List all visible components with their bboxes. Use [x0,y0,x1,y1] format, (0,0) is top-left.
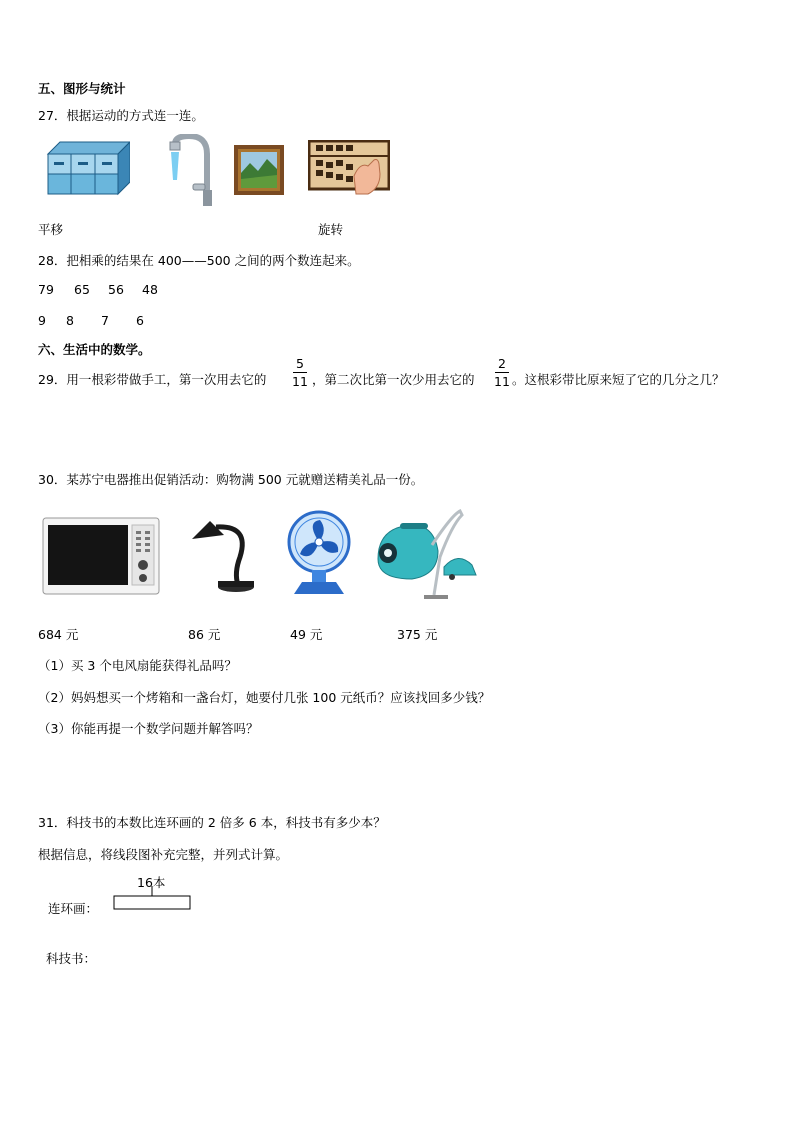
abacus-icon [308,140,390,198]
fraction-numerator: 2 [498,356,506,371]
number-row-2-item: 8 [66,313,74,328]
framed-picture-icon [234,145,284,195]
desk-lamp-icon [190,517,256,593]
label-translation: 平移 [38,222,64,237]
question-29-part1: 29．用一根彩带做手工，第一次用去它的 [38,372,267,387]
number-row-2-item: 6 [136,313,144,328]
question-30-sub-2: （2）妈妈想买一个烤箱和一盏台灯，她要付几张 100 元纸币？应该找回多少钱？ [38,690,491,705]
question-29-part3: 。这根彩带比原来短了它的几分之几？ [512,372,725,387]
price-vacuum-cleaner: 375 元 [397,627,438,642]
question-30-text: 30．某苏宁电器推出促销活动：购物满 500 元就赠送精美礼品一份。 [38,472,424,487]
fraction-denominator: 11 [494,374,510,389]
fraction-5-11 [292,356,308,389]
number-row-2-item: 9 [38,313,46,328]
question-28-text: 28．把相乘的结果在 400——500 之间的两个数连起来。 [38,253,360,268]
question-31-text: 31．科技书的本数比连环画的 2 倍多 6 本，科技书有多少本？ [38,815,386,830]
fraction-numerator: 5 [296,356,304,371]
number-row-2-item: 7 [101,313,109,328]
comic-segment-diagram [112,884,192,914]
question-30-sub-1: （1）买 3 个电风扇能获得礼品吗？ [38,658,237,673]
section-5-title: 五、图形与统计 [38,81,126,96]
vacuum-cleaner-icon [372,505,480,603]
label-rotation: 旋转 [318,222,344,237]
question-29-part2: ，第二次比第一次少用去它的 [312,372,475,387]
number-row-1-item: 56 [108,282,124,297]
question-30-sub-3: （3）你能再提一个数学问题并解答吗？ [38,721,259,736]
fraction-denominator: 11 [292,374,308,389]
price-desk-lamp: 86 元 [188,627,221,642]
price-electric-fan: 49 元 [290,627,323,642]
science-books-label: 科技书： [46,951,97,966]
number-row-1-item: 79 [38,282,54,297]
price-microwave: 684 元 [38,627,79,642]
number-row-1-item: 65 [74,282,90,297]
section-6-title: 六、生活中的数学。 [38,342,151,357]
question-31-instruction: 根据信息，将线段图补充完整，并列式计算。 [38,847,289,862]
comic-value-label: 16本 [137,875,166,890]
faucet-icon [163,134,217,208]
comic-books-label: 连环画： [48,901,99,916]
electric-fan-icon [284,510,354,596]
number-row-1-item: 48 [142,282,158,297]
microwave-oven-icon [42,517,160,597]
question-27-text: 27．根据运动的方式连一连。 [38,108,204,123]
drawer-cabinet-icon [44,140,130,196]
fraction-2-11 [494,356,510,389]
